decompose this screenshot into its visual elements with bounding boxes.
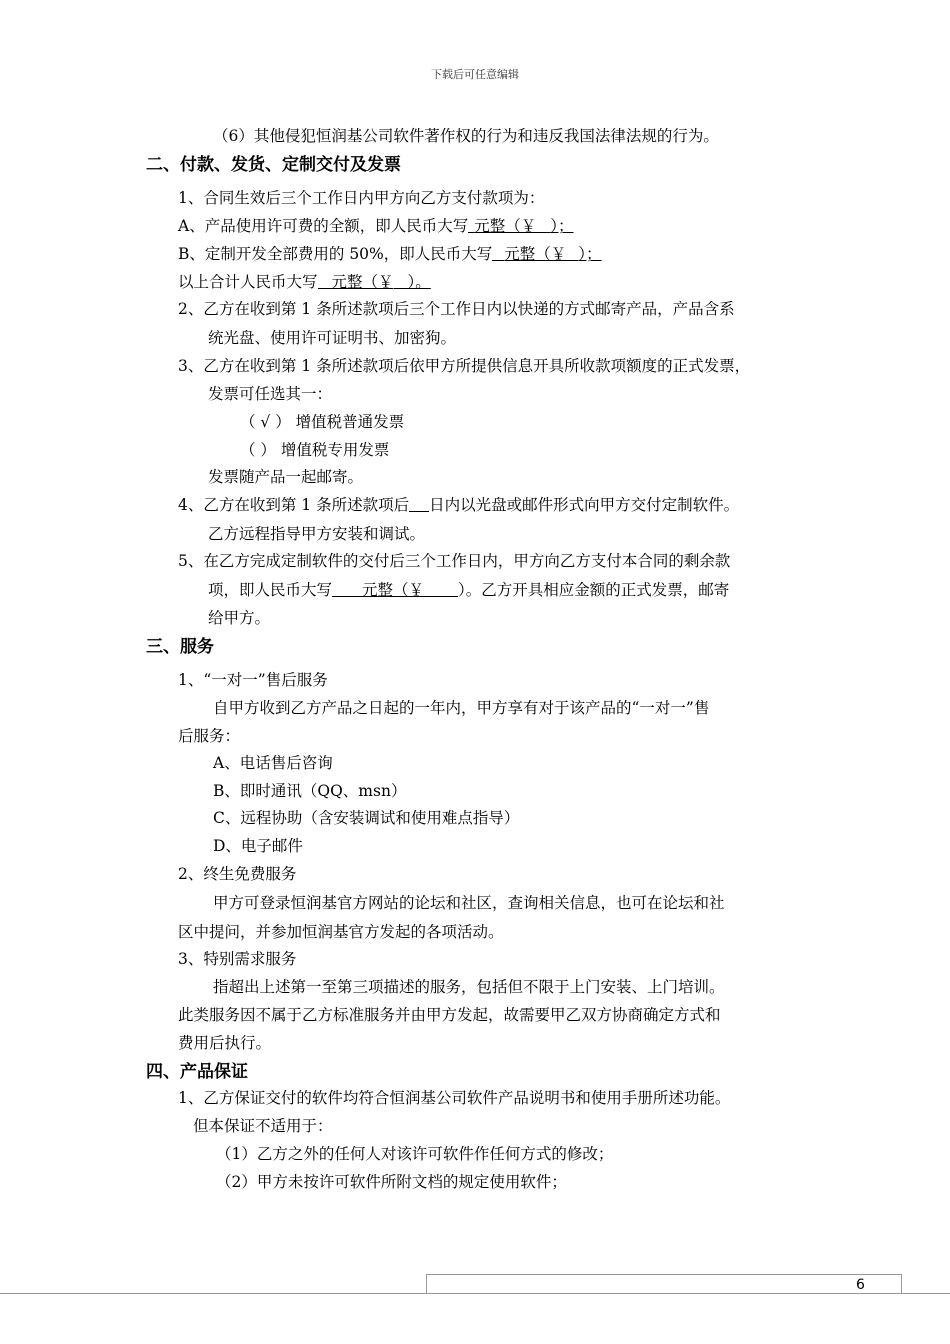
- payment-total-amount: 元整（￥: [331, 273, 394, 291]
- service-item-2: 2、终生免费服务: [178, 865, 297, 883]
- custom-delivery-clause-4: [178, 494, 739, 516]
- clause-5-text-b: ）。乙方开具相应金额的正式发票，邮寄: [458, 581, 730, 599]
- warranty-exclusion-1: （1）乙方之外的任何人对该许可软件作任何方式的修改；: [216, 1145, 614, 1163]
- service-item-1-desc: 自甲方收到乙方产品之日起的一年内，甲方享有对于该产品的“一对一”售: [213, 699, 710, 717]
- page-header: 下载后可任意编辑: [431, 68, 519, 81]
- service-item-1: 1、“一对一”售后服务: [178, 671, 328, 689]
- payment-item-a-end: ）；: [550, 217, 574, 235]
- blank-amount: [318, 272, 332, 289]
- remaining-payment-clause-5-end: 给甲方。: [208, 609, 271, 627]
- service-option-c: C、远程协助（含安装调试和使用难点指导）: [213, 809, 520, 827]
- page-number: 6: [856, 1277, 865, 1293]
- payment-item-b: [178, 243, 602, 265]
- payment-clause-1: 1、合同生效后三个工作日内甲方向乙方支付款项为：: [178, 189, 545, 207]
- service-item-1-desc-cont: 后服务：: [178, 727, 241, 745]
- footer-rule: [0, 1293, 950, 1294]
- section-heading-4: 四、产品保证: [146, 1062, 248, 1082]
- payment-item-a-text: A、产品使用许可费的全额，即人民币大写: [178, 217, 469, 235]
- service-item-2-desc-cont: 区中提问，并参加恒润基官方发起的各项活动。: [178, 923, 504, 941]
- remaining-payment-clause-5: 5、在乙方完成定制软件的交付后三个工作日内，甲方向乙方支付本合同的剩余款: [178, 552, 731, 570]
- clause-5-amount: 元整（￥: [362, 581, 425, 599]
- remaining-payment-clause-5-cont: [208, 579, 729, 601]
- blank-amount: [536, 216, 550, 233]
- clause-6-text: （6）其他侵犯恒润基公司软件著作权的行为和违反我国法律法规的行为。: [213, 127, 719, 145]
- payment-total-end: ）。: [407, 273, 431, 291]
- payment-item-b-end: ）；: [578, 245, 602, 263]
- service-option-d: D、电子邮件: [213, 837, 303, 855]
- warranty-exclusion-2: （2）甲方未按许可软件所附文档的规定使用软件；: [216, 1173, 567, 1191]
- delivery-clause-2: 2、乙方在收到第 1 条所述款项后三个工作日内以快递的方式邮寄产品，产品含系: [178, 300, 735, 318]
- invoice-clause-3: 3、乙方在收到第 1 条所述款项后依甲方所提供信息开具所收款项额度的正式发票，: [178, 357, 751, 375]
- blank-amount: [394, 272, 408, 289]
- blank-amount: [424, 580, 458, 597]
- service-option-b: B、即时通讯（QQ、msn）: [213, 782, 407, 800]
- warranty-exclusion-intro: 但本保证不适用于：: [193, 1117, 333, 1135]
- invoice-option-special: （ ） 增值税专用发票: [240, 441, 390, 459]
- warranty-clause-1: 1、乙方保证交付的软件均符合恒润基公司软件产品说明书和使用手册所述功能。: [178, 1089, 731, 1107]
- payment-total-text: 以上合计人民币大写: [178, 273, 318, 291]
- section-heading-2: 二、付款、发货、定制交付及发票: [146, 155, 401, 175]
- blank-amount: [566, 244, 578, 261]
- invoice-option-ordinary: （ √ ） 增值税普通发票: [240, 413, 405, 431]
- blank-amount: [332, 580, 362, 597]
- footer-frame: [426, 1274, 902, 1294]
- service-item-2-desc: 甲方可登录恒润基官方网站的论坛和社区，查询相关信息，也可在论坛和社: [213, 894, 725, 912]
- payment-item-b-text: B、定制开发全部费用的 50%，即人民币大写: [178, 245, 493, 263]
- clause-5-text-a: 项，即人民币大写: [208, 581, 333, 599]
- blank-amount: [492, 244, 504, 261]
- payment-item-a-amount: 元整（￥: [474, 217, 537, 235]
- invoice-clause-3-cont: 发票可任选其一：: [208, 385, 333, 403]
- service-item-3-desc-cont: 此类服务因不属于乙方标准服务并由甲方发起，故需要甲乙双方协商确定方式和: [178, 1006, 721, 1024]
- service-option-a: A、电话售后咨询: [213, 754, 333, 772]
- payment-total: [178, 271, 431, 293]
- payment-item-b-amount: 元整（￥: [504, 245, 567, 263]
- clause-4-text-a: 4、乙方在收到第 1 条所述款项后: [178, 496, 410, 514]
- section-heading-3: 三、服务: [146, 637, 214, 657]
- delivery-clause-2-cont: 统光盘、使用许可证明书、加密狗。: [208, 329, 457, 347]
- blank-days: [409, 495, 429, 512]
- clause-4-text-b: 日内以光盘或邮件形式向甲方交付定制软件。: [429, 496, 740, 514]
- custom-delivery-clause-4-cont: 乙方远程指导甲方安装和调试。: [208, 525, 426, 543]
- service-item-3: 3、特别需求服务: [178, 950, 297, 968]
- service-item-3-desc: 指超出上述第一至第三项描述的服务，包括但不限于上门安装、上门培训。: [213, 978, 725, 996]
- invoice-mail-note: 发票随产品一起邮寄。: [208, 468, 364, 486]
- service-item-3-desc-end: 费用后执行。: [178, 1034, 272, 1052]
- payment-item-a: [178, 215, 573, 237]
